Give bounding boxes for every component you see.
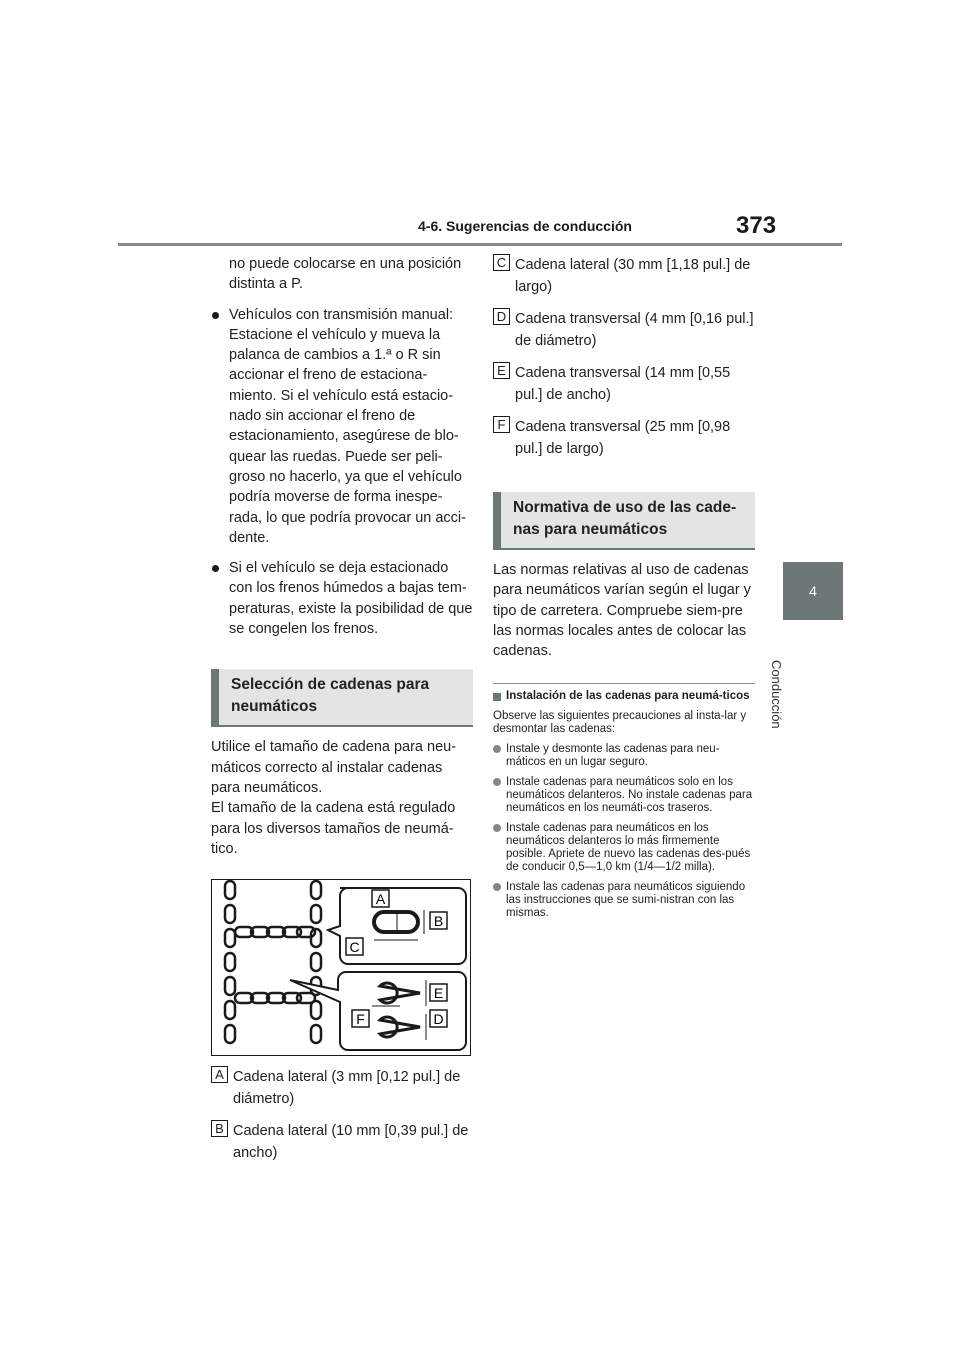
legend-key: B <box>211 1120 228 1137</box>
circle-bullet-icon <box>493 824 501 832</box>
intro-text: no puede colocarse en una posición distinta a P. <box>229 256 462 293</box>
bullet-dot-icon <box>212 565 219 572</box>
bullet-text: Si el vehículo se deja estacionado con los frenos húmedos a bajas tem-peraturas, existe la posibilidad de que se congelen los frenos. <box>229 560 473 638</box>
subheading <box>493 690 755 703</box>
square-bullet-icon <box>493 693 501 701</box>
legend-item <box>493 416 755 460</box>
figure-label: D <box>433 1011 444 1028</box>
legend-key: A <box>211 1066 228 1083</box>
sub-intro: Observe las siguientes precauciones al insta-lar y desmontar las cadenas: <box>493 710 747 736</box>
sub-bullet-item <box>493 776 755 815</box>
section-heading: Selección de cadenas para neumáticos <box>211 669 473 727</box>
bullet-dot-icon <box>212 312 219 319</box>
legend-text: Cadena transversal (4 mm [0,16 pul.] de diámetro) <box>515 311 754 349</box>
figure-label: A <box>375 891 386 908</box>
right-column <box>493 254 755 920</box>
legend-key: D <box>493 308 510 325</box>
bullet-item <box>211 558 473 639</box>
legend-item <box>211 1120 473 1164</box>
circle-bullet-icon <box>493 778 501 786</box>
side-chain-left <box>225 881 235 1043</box>
legend-text: Cadena lateral (30 mm [1,18 pul.] de largo) <box>515 257 751 295</box>
legend-item <box>493 362 755 406</box>
circle-bullet-icon <box>493 745 501 753</box>
sub-bullet-text: Instale y desmonte las cadenas para neu-máticos en un lugar seguro. <box>506 743 720 769</box>
legend-text: Cadena lateral (10 mm [0,39 pul.] de ancho) <box>233 1123 469 1162</box>
figure-label: B <box>433 913 444 930</box>
bullet-item <box>211 305 473 549</box>
legend-text: Cadena transversal (25 mm [0,98 pul.] de largo) <box>515 419 731 457</box>
chapter-label-wrap <box>769 660 820 760</box>
paragraph: El tamaño de la cadena está regulado para los diversos tamaños de neumá-tico. <box>211 800 456 857</box>
tire-chain-illustration <box>212 880 470 1055</box>
legend-item <box>493 254 755 298</box>
divider <box>493 683 755 684</box>
figure-label: F <box>356 1011 365 1028</box>
paragraph: Utilice el tamaño de cadena para neu-máticos correcto al instalar cadenas para neumáticos. <box>211 739 457 796</box>
legend-key: E <box>493 362 510 379</box>
side-chain-right <box>311 881 321 1043</box>
sub-bullet-item <box>493 743 755 769</box>
legend-item <box>211 1066 473 1110</box>
legend-key: F <box>493 416 510 433</box>
cross-chain-bottom <box>235 993 315 1003</box>
paragraph: Las normas relativas al uso de cadenas para neumáticos varían según el lugar y tipo de carretera. Compruebe siem-pre las normas locales antes de colocar las cadenas. <box>493 562 751 660</box>
bullet-text: Vehículos con transmisión manual: Estacione el vehículo y mueva la palanca de cambios a 1.ª o R sin accionar el freno de estaciona-miento. Si el vehículo está estacio-nado sin accionar el freno de estacionamiento, asegúrese de blo-quear las ruedas. Puede ser peli-groso no hacerlo, ya que el vehículo podría moverse de forma inespe-rada, lo que podría provocar un acci-dente. <box>229 306 466 546</box>
tire-chain-diagram <box>211 879 471 1056</box>
legend-text: Cadena lateral (3 mm [0,12 pul.] de diámetro) <box>233 1069 461 1108</box>
legend-item <box>493 308 755 352</box>
chapter-tab: 4 <box>783 562 843 620</box>
circle-bullet-icon <box>493 883 501 891</box>
sub-bullet-item <box>493 822 755 874</box>
section-title: 4-6. Sugerencias de conducción <box>418 218 632 234</box>
sub-bullet-text: Instale cadenas para neumáticos en los neumáticos delanteros lo más firmemente posible. Apriete de nuevo las cadenas des-pués de conducir 0,5—1,0 km (1/4—1/2 milla). <box>506 822 751 874</box>
figure-label: E <box>433 985 444 1002</box>
legend-text: Cadena transversal (14 mm [0,55 pul.] de ancho) <box>515 365 731 403</box>
sub-bullet-text: Instale cadenas para neumáticos solo en los neumáticos delanteros. No instale cadenas para neumáticos en los neumáti-cos traseros. <box>506 776 753 815</box>
left-column <box>211 254 473 1164</box>
section-heading: Normativa de uso de las cade-nas para neumáticos <box>493 492 755 550</box>
page-number: 373 <box>736 212 777 239</box>
header-rule <box>118 243 842 246</box>
figure-label: C <box>349 939 360 956</box>
cross-chain-top <box>235 927 315 937</box>
subheading-text: Instalación de las cadenas para neumá-ticos <box>506 690 750 703</box>
sub-bullet-text: Instale las cadenas para neumáticos siguiendo las instrucciones que se sumi-nistran con las mismas. <box>506 881 746 920</box>
legend-key: C <box>493 254 510 271</box>
chapter-label: Conducción <box>769 660 784 729</box>
sub-bullet-item <box>493 881 755 920</box>
